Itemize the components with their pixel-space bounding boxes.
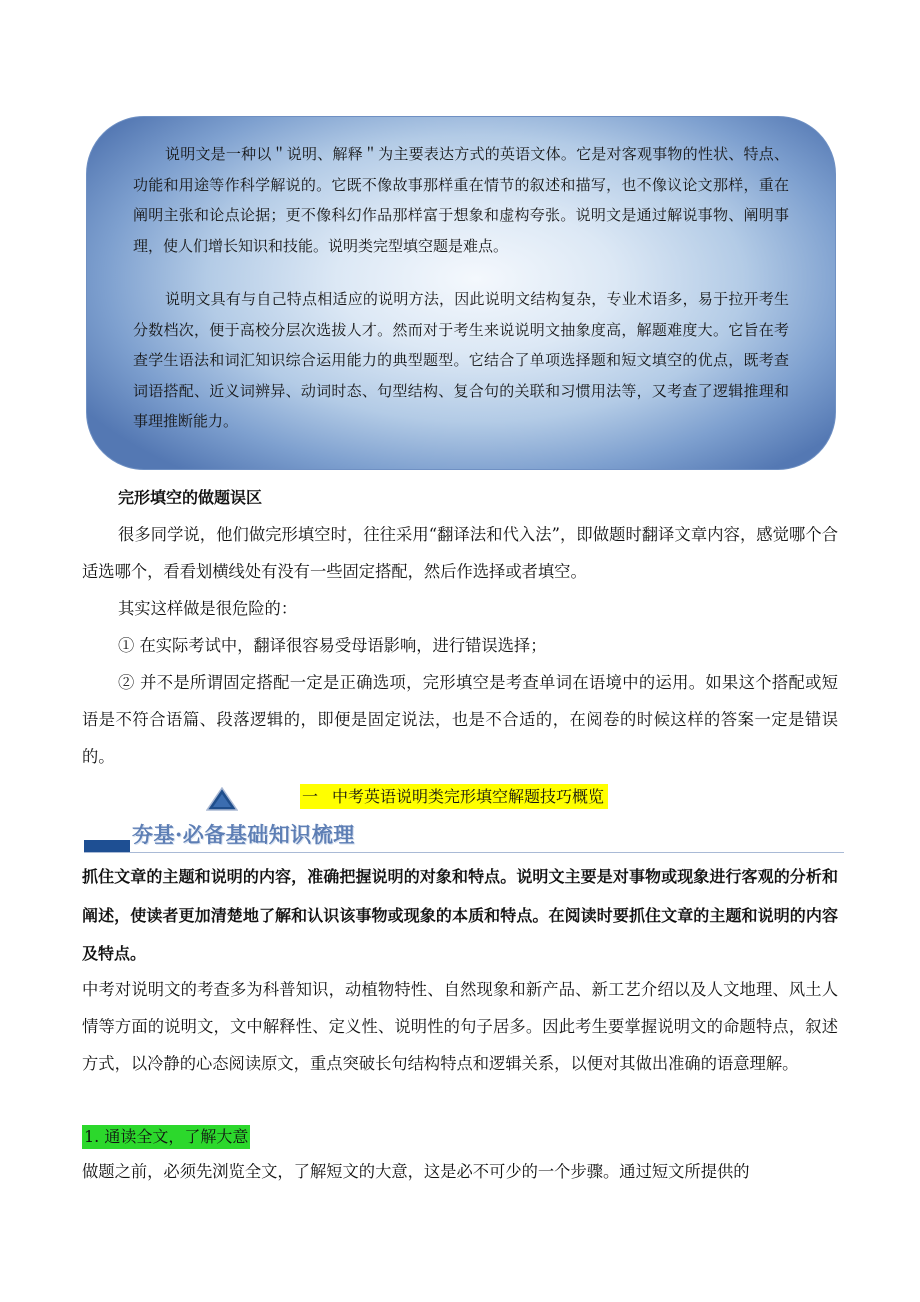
intro-paragraph-1: 说明文是一种以＂说明、解释＂为主要表达方式的英语文体。它是对客观事物的性状、特点、功能和用途等作科学解说的。它既不像故事那样重在情节的叙述和描写，也不像议论文那样，重在阐明主张和论点论据；更不像科幻作品那样富于想象和虚构夸张。说明文是通过解说事物、阐明事理，使人们增长知识和技能。说明类完型填空题是难点。: [133, 145, 789, 255]
misconceptions-paragraph-2: 其实这样做是很危险的：: [118, 599, 298, 618]
misconceptions-heading: 完形填空的做题误区: [118, 488, 263, 507]
section-title-text: 中考英语说明类完形填空解题技巧概览: [332, 787, 605, 806]
banner-underline: [84, 852, 844, 853]
exam-overview-paragraph: 中考对说明文的考查多为科普知识，动植物特性、自然现象和新产品、新工艺介绍以及人文地理、风土人情等方面的说明文，文中解释性、定义性、说明性的句子居多。因此考生要掌握说明文的命题特点，叙述方式，以冷静的心态阅读原文，重点突破长句结构特点和逻辑关系，以便对其做出准确的语意理解。: [82, 980, 838, 1073]
section-banner: [84, 818, 384, 854]
misconceptions-paragraph-1: 很多同学说，他们做完形填空时，往往采用“翻译法和代入法”，即做题时翻译文章内容，感觉哪个合适选哪个，看看划横线处有没有一些固定搭配，然后作选择或者填空。: [82, 525, 838, 581]
intro-paragraph-2: 说明文具有与自己特点相适应的说明方法，因此说明文结构复杂，专业术语多，易于拉开考生分数档次，便于高校分层次选拔人才。然而对于考生来说说明文抽象度高，解题难度大。它旨在考查学生语法和词汇知识综合运用能力的典型题型。它结合了单项选择题和短文填空的优点，既考查词语搭配、近义词辨异、动词时态、句型结构、复合句的关联和习惯用法等，又考查了逻辑推理和事理推断能力。: [133, 290, 789, 430]
intro-callout-box: [86, 116, 836, 470]
step-1-heading: 1. 通读全文，了解大意: [82, 1125, 250, 1149]
triangle-icon: [206, 787, 238, 811]
key-point-paragraph: 抓住文章的主题和说明的内容，准确把握说明的对象和特点。说明文主要是对事物或现象进行客观的分析和阐述，使读者更加清楚地了解和认识该事物或现象的本质和特点。在阅读时要抓住文章的主题和说明的内容及特点。: [82, 867, 838, 963]
banner-bar: [84, 840, 130, 852]
step-1-text: 做题之前，必须先浏览全文，了解短文的大意，这是必不可少的一个步骤。通过短文所提供的: [82, 1162, 750, 1181]
misconception-item-1: ① 在实际考试中，翻译很容易受母语影响，进行错误选择；: [118, 636, 547, 655]
misconception-item-2: ② 并不是所谓固定搭配一定是正确选项，完形填空是考查单词在语境中的运用。如果这个搭配或短语是不符合语篇、段落逻辑的，即便是固定说法，也是不合适的，在阅卷的时候这样的答案一定是错误的。: [82, 673, 838, 766]
section-title: [300, 784, 608, 809]
section-number: 一: [302, 787, 319, 806]
banner-text: 夯基·必备基础知识梳理: [132, 822, 355, 847]
